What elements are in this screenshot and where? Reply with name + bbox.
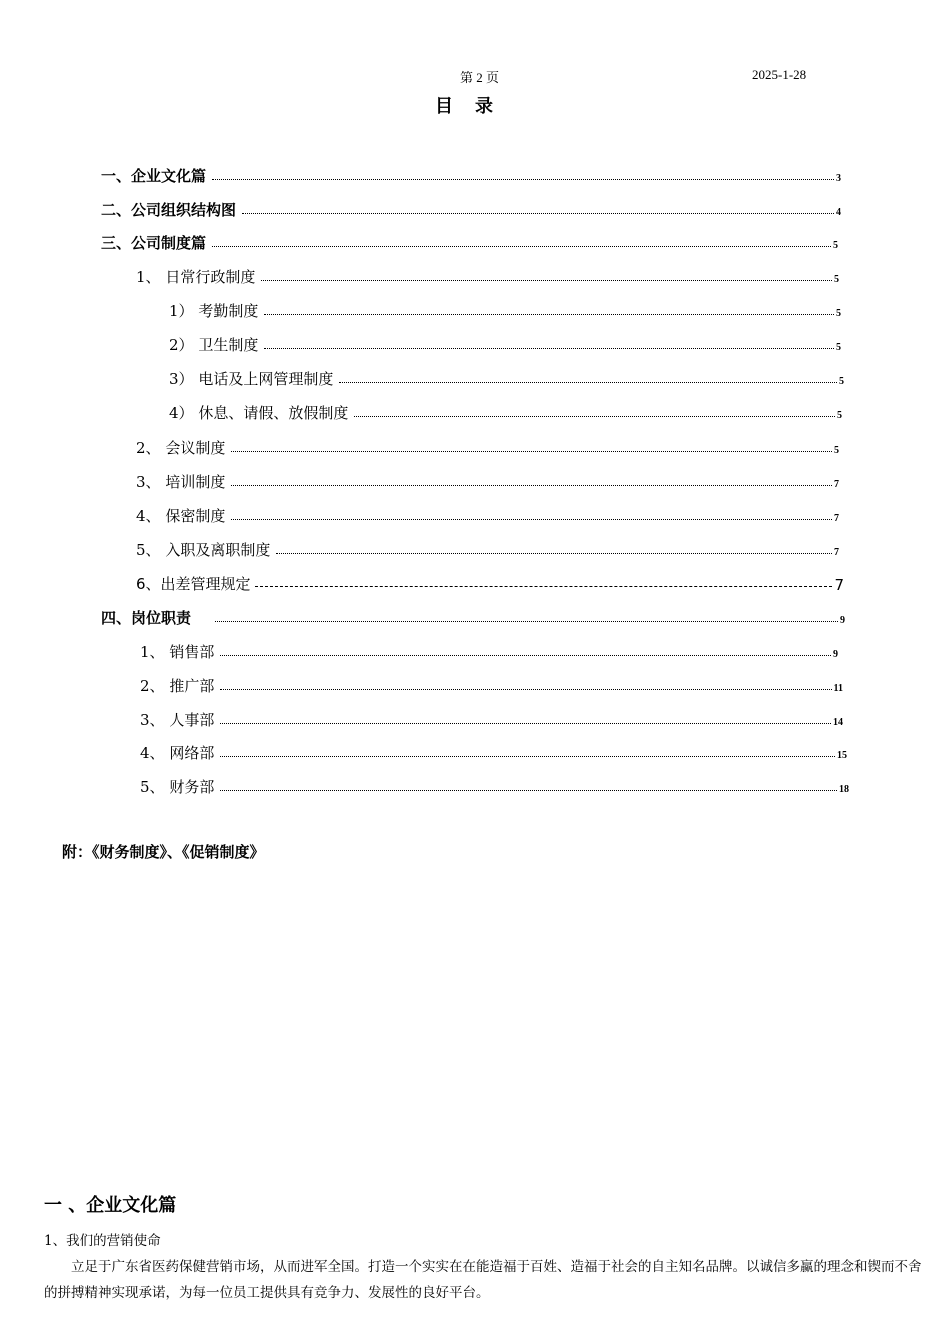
toc-leader — [264, 313, 834, 315]
toc-entry[interactable] — [101, 231, 838, 253]
toc-entry-number: 3） — [169, 370, 199, 388]
toc-entry-text: 日常行政制度 — [165, 268, 256, 286]
toc-entry-page: 3 — [836, 173, 841, 184]
toc-entry-text: 销售部 — [169, 643, 215, 661]
toc-title: 目录 — [435, 96, 515, 117]
toc-entry-number: 1、 — [136, 268, 166, 286]
toc-entry-number: 4） — [169, 404, 199, 422]
toc-leader — [212, 245, 831, 247]
toc-entry-text: 休息、请假、放假制度 — [198, 404, 349, 422]
toc-entry-text: 考勤制度 — [198, 302, 259, 320]
toc-leader — [231, 450, 832, 452]
toc-leader — [220, 722, 831, 724]
toc-entry-number: 2、 — [140, 677, 170, 695]
toc-entry[interactable] — [140, 708, 843, 730]
toc-entry-page: 5 — [834, 274, 839, 285]
toc-entry-number: 2、 — [136, 439, 166, 457]
toc-entry-page: 5 — [834, 445, 839, 456]
toc-entry-text: 保密制度 — [165, 507, 226, 525]
toc-entry[interactable] — [169, 333, 841, 355]
toc-entry-page: 5 — [836, 342, 841, 353]
toc-entry-page: 5 — [836, 308, 841, 319]
toc-entry-text: 二、公司组织结构图 — [101, 201, 237, 219]
toc-entry-page: 14 — [833, 717, 843, 728]
toc-entry[interactable] — [169, 367, 844, 389]
toc-entry[interactable] — [140, 775, 849, 797]
toc-entry-number: 5、 — [140, 778, 170, 796]
toc-entry-page: 5 — [833, 240, 838, 251]
toc-entry-number: 4、 — [140, 744, 170, 762]
toc-entry-page: 7 — [834, 547, 839, 558]
toc-entry-text: 卫生制度 — [198, 336, 259, 354]
toc-entry-text: 三、公司制度篇 — [101, 234, 207, 252]
toc-leader — [220, 789, 837, 791]
toc-leader — [215, 620, 838, 622]
toc-entry[interactable] — [136, 572, 844, 594]
toc-entry-number: 2） — [169, 336, 199, 354]
toc-entry[interactable] — [101, 164, 841, 186]
toc-entry-text: 入职及离职制度 — [165, 541, 271, 559]
body-paragraph: 立足于广东省医药保健营销市场，从而进军全国。打造一个实实在在能造福于百姓、造福于社会的自主知名品牌。以诚信多赢的理念和锲而不舍的拼搏精神实现承诺，为每一位员工提供具有竞争力、发展性的良好平台。 — [44, 1259, 922, 1301]
toc-entry-page: 9 — [833, 649, 838, 660]
toc-entry-page: 9 — [840, 615, 845, 626]
toc-entry[interactable] — [140, 674, 843, 696]
toc-entry-number: 3、 — [140, 711, 170, 729]
toc-entry[interactable] — [136, 470, 839, 492]
toc-leader — [339, 381, 837, 383]
sub-heading: 1、我们的营销使命 — [44, 1233, 161, 1249]
toc-leader — [220, 654, 831, 656]
toc-entry-page: 11 — [833, 683, 843, 694]
toc-leader — [276, 552, 832, 554]
toc-leader — [354, 415, 835, 417]
toc-leader — [261, 279, 832, 281]
toc-entry[interactable] — [140, 741, 847, 763]
toc-entry[interactable] — [136, 436, 839, 458]
toc-entry-page: 5 — [839, 376, 844, 387]
toc-entry-page: 7 — [834, 513, 839, 524]
toc-entry-text: 会议制度 — [165, 439, 226, 457]
toc-entry[interactable] — [169, 299, 841, 321]
toc-entry-number: 5、 — [136, 541, 166, 559]
toc-entry[interactable] — [136, 265, 839, 287]
toc-entry-text: 人事部 — [169, 711, 215, 729]
toc-entry-number: 3、 — [136, 473, 166, 491]
toc-entry-page: 15 — [837, 750, 847, 761]
toc-entry-text: 培训制度 — [165, 473, 226, 491]
section-heading: 一 、企业文化篇 — [44, 1195, 177, 1216]
toc-entry-number: 4、 — [136, 507, 166, 525]
toc-entry-page: 5 — [837, 410, 842, 421]
toc-leader — [264, 347, 834, 349]
toc-leader — [220, 688, 831, 690]
toc-entry-text: 推广部 — [169, 677, 215, 695]
toc-leader — [231, 484, 832, 486]
toc-entry[interactable] — [101, 606, 845, 628]
toc-entry[interactable] — [136, 538, 839, 560]
toc-leader — [242, 212, 834, 214]
toc-entry-text: 电话及上网管理制度 — [198, 370, 334, 388]
toc-entry-text: 一、企业文化篇 — [101, 167, 207, 185]
toc-entry[interactable] — [101, 198, 841, 220]
page-number: 第 2 页 — [460, 70, 500, 85]
toc-entry[interactable] — [136, 504, 839, 526]
toc-entry-page: 18 — [839, 784, 849, 795]
toc-leader — [231, 518, 832, 520]
toc-entry-page: 7 — [834, 576, 844, 594]
toc-leader — [220, 755, 835, 757]
toc-entry-page: 7 — [834, 479, 839, 490]
header-date: 2025-1-28 — [752, 67, 807, 82]
toc-leader — [212, 178, 834, 180]
toc-entry-number: 1） — [169, 302, 199, 320]
appendix-note: 附：《财务制度》、《促销制度》 — [62, 843, 265, 861]
toc-entry-text: 6、出差管理规定 — [136, 575, 251, 593]
toc-entry[interactable] — [140, 640, 838, 662]
toc-entry-number: 1、 — [140, 643, 170, 661]
toc-leader — [255, 585, 833, 587]
toc-entry-text: 四、岗位职责 — [101, 609, 192, 627]
toc-entry[interactable] — [169, 401, 842, 423]
toc-entry-page: 4 — [836, 207, 841, 218]
toc-entry-text: 财务部 — [169, 778, 215, 796]
toc-entry-text: 网络部 — [169, 744, 215, 762]
